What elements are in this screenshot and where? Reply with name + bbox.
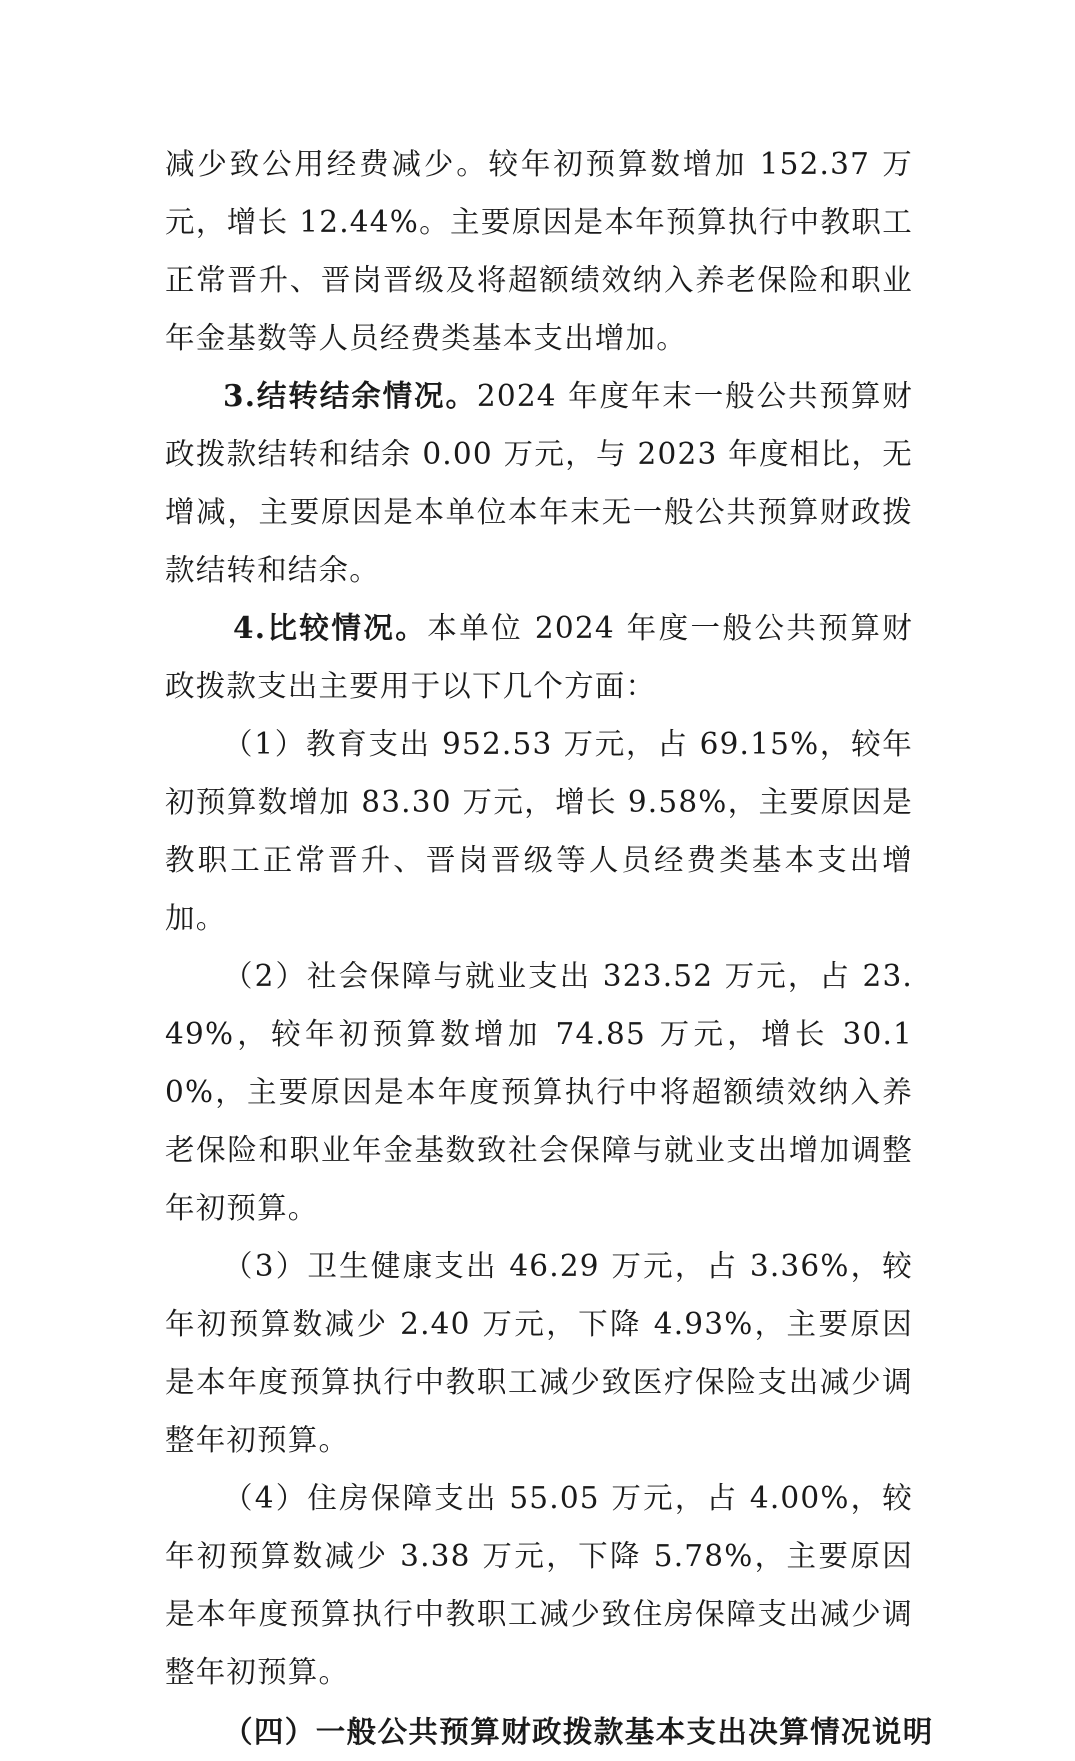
list-item-health: （3）卫生健康支出 46.29 万元，占 3.36%，较年初预算数减少 2.40 万元，下降 4.93%，主要原因是本年度预算执行中教职工减少致医疗保险支出减少调整年初预算。 bbox=[165, 1249, 913, 1457]
paragraph-carryover-balance bbox=[165, 367, 913, 599]
paragraph-comparison bbox=[165, 599, 913, 715]
list-item-housing: （4）住房保障支出 55.05 万元，占 4.00%，较年初预算数减少 3.38 万元，下降 5.78%，主要原因是本年度预算执行中教职工减少致住房保障支出减少调整年初预算。 bbox=[165, 1481, 913, 1689]
comparison-body: 本单位 2024 年度一般公共预算财政拨款支出主要用于以下几个方面： bbox=[165, 611, 913, 703]
carryover-title: 3.结转结余情况。 bbox=[223, 378, 477, 413]
paragraph-expenditure-change: 减少致公用经费减少。较年初预算数增加 152.37 万元，增长 12.44%。主要原因是本年预算执行中教职工正常晋升、晋岗晋级及将超额绩效纳入养老保险和职业年金基数等人员经费类基本支出增加。 bbox=[165, 147, 913, 355]
list-item-social-security: （2）社会保障与就业支出 323.52 万元，占 23.49%，较年初预算数增加 74.85 万元，增长 30.10%，主要原因是本年度预算执行中将超额绩效纳入养老保险和职业年金基数致社会保障与就业支出增加调整年初预算。 bbox=[165, 959, 913, 1225]
list-item-education: （1）教育支出 952.53 万元，占 69.15%，较年初预算数增加 83.30 万元，增长 9.58%，主要原因是教职工正常晋升、晋岗晋级等人员经费类基本支出增加。 bbox=[165, 727, 913, 935]
carryover-body: 2024 年度年末一般公共预算财政拨款结转和结余 0.00 万元，与 2023 年度相比，无增减，主要原因是本单位本年末无一般公共预算财政拨款结转和结余。 bbox=[165, 379, 913, 587]
document-page bbox=[165, 135, 934, 1761]
comparison-title: 4.比较情况。 bbox=[233, 610, 428, 645]
section-heading: （四）一般公共预算财政拨款基本支出决算情况说明 bbox=[223, 1714, 934, 1749]
